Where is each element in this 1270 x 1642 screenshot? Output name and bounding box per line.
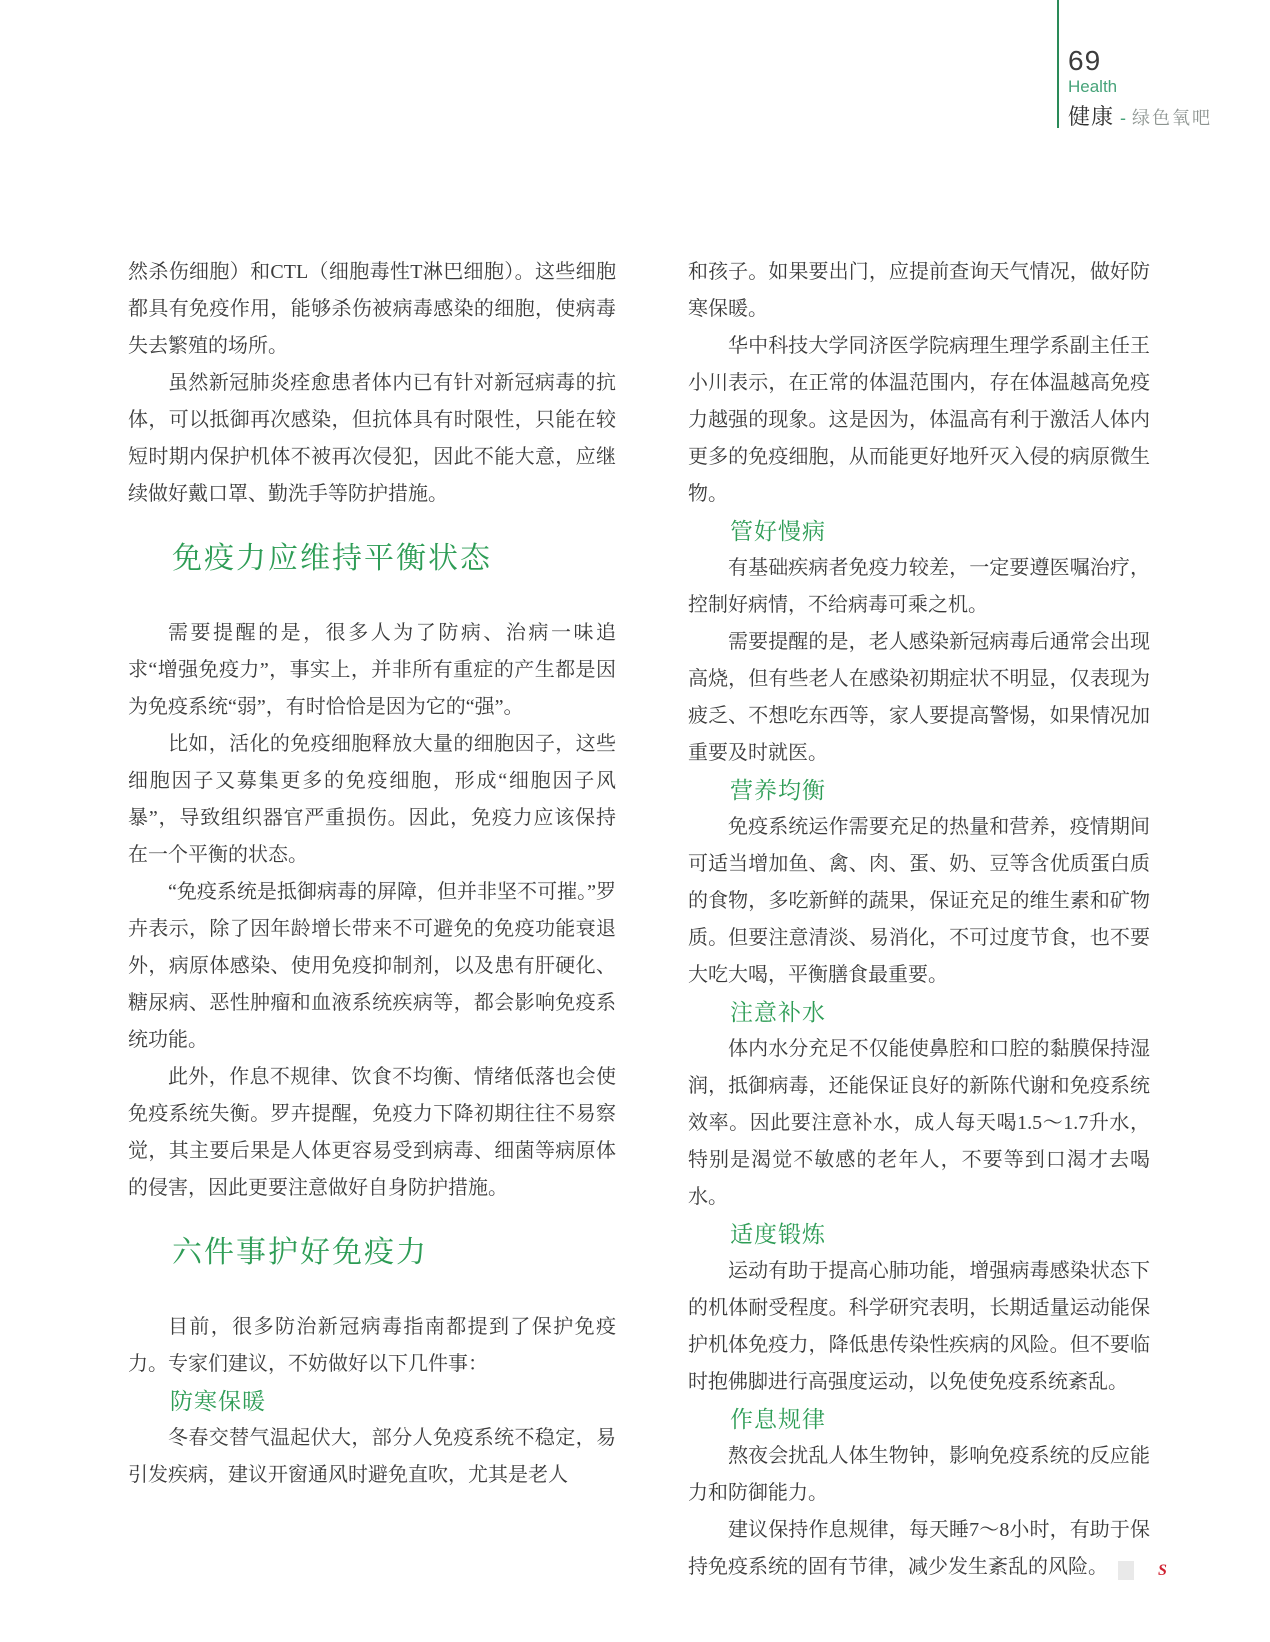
- paragraph: 需要提醒的是，很多人为了防病、治病一味追求“增强免疫力”，事实上，并非所有重症的产生都是因为免疫系统“弱”，有时恰恰是因为它的“强”。: [128, 622, 616, 718]
- paragraph: 冬春交替气温起伏大，部分人免疫系统不稳定，易引发疾病，建议开窗通风时避免直吹，尤其是老人: [128, 1427, 616, 1486]
- paragraph-text: 建议保持作息规律，每天睡7～8小时，有助于保持免疫系统的固有节律，减少发生紊乱的风险。: [688, 1519, 1150, 1578]
- paragraph: 运动有助于提高心肺功能，增强病毒感染状态下的机体耐受程度。科学研究表明，长期适量运动能保护机体免疫力，降低患传染性疾病的风险。但不要临时抱佛脚进行高强度运动，以免使免疫系统紊乱。: [688, 1260, 1150, 1393]
- page-number: 69: [1068, 45, 1102, 76]
- paragraph: 比如，活化的免疫细胞释放大量的细胞因子，这些细胞因子又募集更多的免疫细胞，形成“细胞因子风暴”，导致组织器官严重损伤。因此，免疫力应该保持在一个平衡的状态。: [128, 733, 616, 866]
- right-column: [688, 254, 1167, 1586]
- section-name-row: [1068, 100, 1212, 131]
- paragraph: 华中科技大学同济医学院病理生理学系副主任王小川表示，在正常的体温范围内，存在体温越高免疫力越强的现象。这是因为，体温高有利于激活人体内更多的免疫细胞，从而能更好地歼灭入侵的病原微生物。: [688, 335, 1150, 505]
- section-dash: -: [1120, 108, 1127, 128]
- header-rule: [1057, 0, 1059, 128]
- subheading-regular-routine: 作息规律: [730, 1406, 826, 1432]
- subheading-moderate-exercise: 适度锻炼: [730, 1221, 826, 1247]
- paragraph: [688, 1512, 1167, 1586]
- article-end-icon: S: [1118, 1561, 1134, 1580]
- left-column: [128, 254, 616, 1494]
- paragraph: “免疫系统是抵御病毒的屏障，但并非坚不可摧。”罗卉表示，除了因年龄增长带来不可避免的免疫功能衰退外，病原体感染、使用免疫抑制剂，以及患有肝硬化、糖尿病、恶性肿瘤和血液系统疾病等，都会影响免疫系统功能。: [128, 881, 616, 1051]
- page-header: [1068, 46, 1212, 131]
- subheading-balanced-nutrition: 营养均衡: [730, 777, 826, 803]
- paragraph: 体内水分充足不仅能使鼻腔和口腔的黏膜保持湿润，抵御病毒，还能保证良好的新陈代谢和免疫系统效率。因此要注意补水，成人每天喝1.5～1.7升水，特别是渴觉不敏感的老年人，不要等到口渴才去喝水。: [688, 1038, 1150, 1208]
- subheading-manage-chronic-disease: 管好慢病: [730, 518, 826, 544]
- paragraph: 免疫系统运作需要充足的热量和营养，疫情期间可适当增加鱼、禽、肉、蛋、奶、豆等含优质蛋白质的食物，多吃新鲜的蔬果，保证充足的维生素和矿物质。但要注意清淡、易消化，不可过度节食，也不要大吃大喝，平衡膳食最重要。: [688, 816, 1150, 986]
- paragraph: 然杀伤细胞）和CTL（细胞毒性T淋巴细胞）。这些细胞都具有免疫作用，能够杀伤被病毒感染的细胞，使病毒失去繁殖的场所。: [128, 261, 616, 357]
- paragraph: 熬夜会扰乱人体生物钟，影响免疫系统的反应能力和防御能力。: [688, 1445, 1150, 1504]
- paragraph: 虽然新冠肺炎痊愈患者体内已有针对新冠病毒的抗体，可以抵御再次感染，但抗体具有时限性，只能在较短时期内保护机体不被再次侵犯，因此不能大意，应继续做好戴口罩、勤洗手等防护措施。: [128, 372, 616, 505]
- subheading-hydration: 注意补水: [730, 999, 826, 1025]
- section-name-zh: 健康: [1068, 104, 1115, 129]
- paragraph: 此外，作息不规律、饮食不均衡、情绪低落也会使免疫系统失衡。罗卉提醒，免疫力下降初期往往不易察觉，其主要后果是人体更容易受到病毒、细菌等病原体的侵害，因此更要注意做好自身防护措施。: [128, 1066, 616, 1199]
- paragraph: 目前，很多防治新冠病毒指南都提到了保护免疫力。专家们建议，不妨做好以下几件事：: [128, 1316, 616, 1375]
- section-name-en: Health: [1068, 77, 1118, 96]
- paragraph: 有基础疾病者免疫力较差，一定要遵医嘱治疗，控制好病情，不给病毒可乘之机。: [688, 557, 1150, 616]
- paragraph: 和孩子。如果要出门，应提前查询天气情况，做好防寒保暖。: [688, 261, 1150, 320]
- section-heading-balance: 免疫力应维持平衡状态: [172, 542, 492, 575]
- subheading-keep-warm: 防寒保暖: [170, 1388, 266, 1414]
- section-heading-six-things: 六件事护好免疫力: [172, 1236, 428, 1269]
- section-subtitle: 绿色氧吧: [1132, 108, 1213, 128]
- paragraph: 需要提醒的是，老人感染新冠病毒后通常会出现高烧，但有些老人在感染初期症状不明显，仅表现为疲乏、不想吃东西等，家人要提高警惕，如果情况加重要及时就医。: [688, 631, 1150, 764]
